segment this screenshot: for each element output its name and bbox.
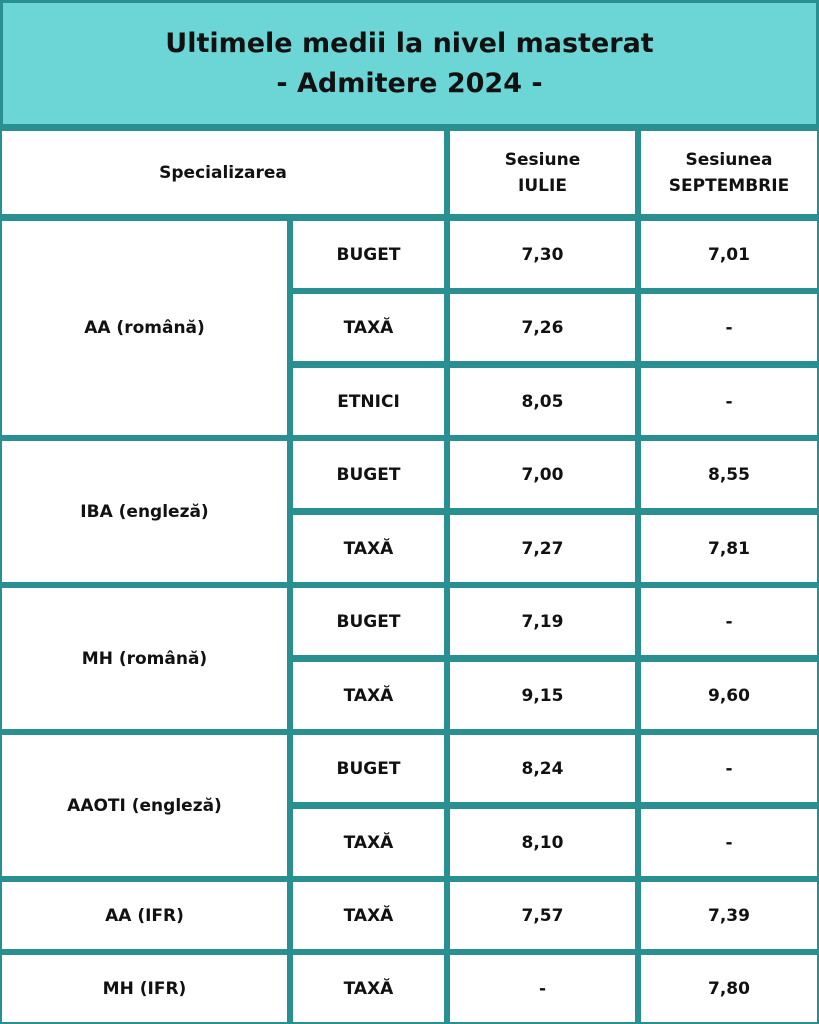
row-sept-value: 8,55 — [641, 441, 817, 508]
group-aa-romana: AA (română) — [2, 221, 287, 435]
header-sept-line-2: SEPTEMBRIE — [668, 175, 790, 196]
row-type: ETNICI — [293, 368, 444, 435]
group-aa-ifr: AA (IFR) — [2, 882, 287, 949]
row-type: TAXĂ — [293, 662, 444, 729]
row-iulie-value: 8,05 — [450, 368, 635, 435]
header-iulie-line-2: IULIE — [518, 175, 567, 196]
row-iulie-value: - — [450, 955, 635, 1022]
row-sept-value: 7,80 — [641, 955, 817, 1022]
row-sept-value: - — [641, 588, 817, 655]
row-type: BUGET — [293, 441, 444, 508]
title-line-2: - Admitere 2024 - — [276, 67, 543, 99]
page-title — [0, 0, 819, 127]
row-type: BUGET — [293, 735, 444, 802]
header-sesiune-iulie — [450, 131, 635, 214]
row-type: TAXĂ — [293, 882, 444, 949]
row-iulie-value: 7,26 — [450, 294, 635, 361]
row-sept-value: - — [641, 735, 817, 802]
group-mh-ifr: MH (IFR) — [2, 955, 287, 1022]
row-type: TAXĂ — [293, 955, 444, 1022]
row-iulie-value: 8,24 — [450, 735, 635, 802]
row-sept-value: - — [641, 294, 817, 361]
row-iulie-value: 8,10 — [450, 809, 635, 876]
header-specializarea: Specializarea — [2, 131, 444, 214]
group-aaoti-engleza: AAOTI (engleză) — [2, 735, 287, 876]
header-sesiunea-septembrie — [641, 131, 817, 214]
group-mh-romana: MH (română) — [2, 588, 287, 729]
row-type: TAXĂ — [293, 515, 444, 582]
header-iulie-line-1: Sesiune — [504, 149, 581, 170]
row-iulie-value: 7,19 — [450, 588, 635, 655]
row-iulie-value: 7,00 — [450, 441, 635, 508]
row-iulie-value: 7,30 — [450, 221, 635, 288]
row-sept-value: 9,60 — [641, 662, 817, 729]
title-line-1: Ultimele medii la nivel masterat — [165, 27, 654, 59]
row-sept-value: 7,81 — [641, 515, 817, 582]
row-type: TAXĂ — [293, 294, 444, 361]
row-iulie-value: 9,15 — [450, 662, 635, 729]
row-sept-value: 7,39 — [641, 882, 817, 949]
row-sept-value: - — [641, 368, 817, 435]
row-iulie-value: 7,57 — [450, 882, 635, 949]
row-sept-value: 7,01 — [641, 221, 817, 288]
row-sept-value: - — [641, 809, 817, 876]
row-type: BUGET — [293, 221, 444, 288]
row-type: TAXĂ — [293, 809, 444, 876]
row-iulie-value: 7,27 — [450, 515, 635, 582]
header-sept-line-1: Sesiunea — [685, 149, 773, 170]
row-type: BUGET — [293, 588, 444, 655]
group-iba-engleza: IBA (engleză) — [2, 441, 287, 582]
